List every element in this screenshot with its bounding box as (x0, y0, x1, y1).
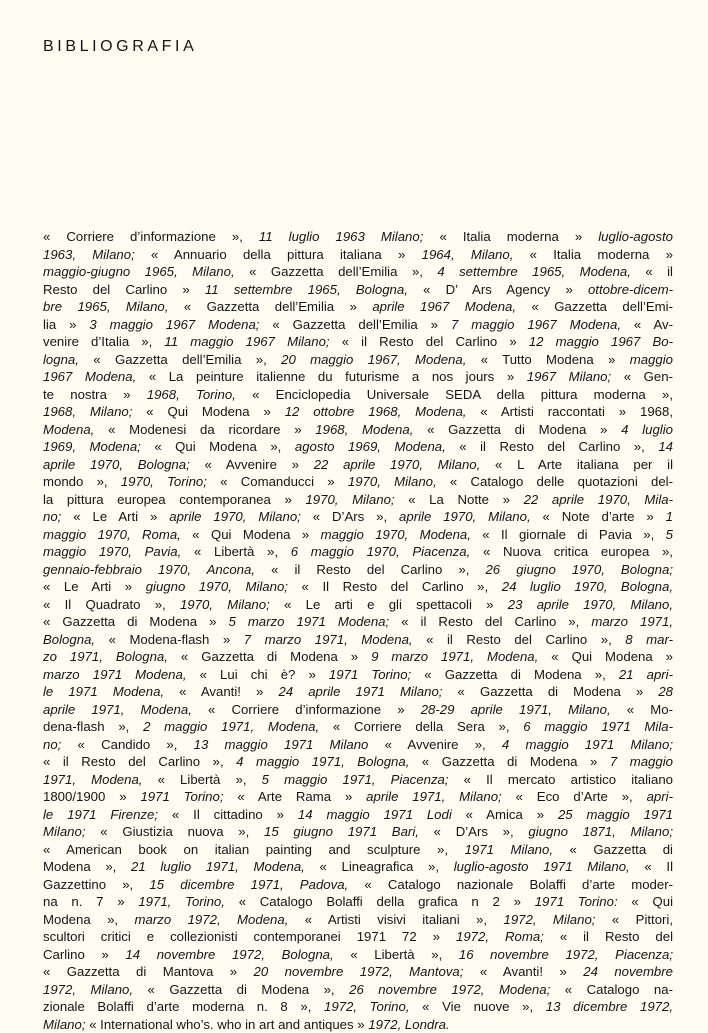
citation-title: « il Resto del (560, 929, 673, 944)
citation-title: « Avanti! » (480, 964, 583, 979)
citation-title: « Il mercato artistico italiano (464, 772, 673, 787)
citation-date-place: 5 maggio 1971, Piacenza; (262, 772, 464, 787)
citation-title: « Corriere d’informazione », (43, 229, 259, 244)
citation-title: « Comanducci » (220, 474, 348, 489)
citation-title: « Il giornale di Pavia », (482, 527, 665, 542)
citation-title: « Libertà », (194, 544, 291, 559)
bibliography-line (43, 473, 673, 491)
bibliography-line (43, 683, 673, 701)
citation-title: « Catalogo Bolaffi della grafica n 2 » (239, 894, 535, 909)
citation-title: « Artisti visivi italiani », (305, 912, 504, 927)
citation-title: « Libertà », (158, 772, 262, 787)
citation-date-place: 8 mar- (625, 632, 673, 647)
citation-date-place: 6 maggio 1971 Mila- (523, 719, 673, 734)
bibliography-line (43, 263, 673, 281)
citation-date-place: 1970, Milano; (180, 597, 284, 612)
citation-date-place: 12 maggio 1967 Bo- (529, 334, 673, 349)
citation-title: « Gazzetta di Modena » (422, 754, 610, 769)
citation-date-place: 14 maggio 1971 Lodi (298, 807, 466, 822)
bibliography-line (43, 788, 673, 806)
citation-title: « Gazzetta di Modena », (148, 982, 350, 997)
citation-date-place: 1971 Torino: (535, 894, 632, 909)
citation-title: « Giustizia nuova », (100, 824, 264, 839)
citation-date-place: 28-29 aprile 1971, Milano, (421, 702, 627, 717)
bibliography-line (43, 718, 673, 736)
citation-title: « Gazzetta di Modena » (43, 614, 228, 629)
citation-date-place: aprile 1970, Bologna; (43, 457, 205, 472)
citation-date-place: 20 maggio 1967, Modena, (281, 352, 481, 367)
bibliography-line (43, 421, 673, 439)
citation-title: « Catalogo delle quotazioni del- (450, 474, 673, 489)
citation-title: « Candido », (78, 737, 194, 752)
citation-title: « Avvenire » (205, 457, 314, 472)
citation-date-place: 1972, Londra. (368, 1017, 449, 1032)
bibliography-line (43, 543, 673, 561)
citation-date-place: 4 luglio (621, 422, 673, 437)
bibliography-line (43, 981, 673, 999)
citation-date-place: luglio-agosto 1971 Milano, (454, 859, 645, 874)
citation-date-place: giugno 1970, Milano; (146, 579, 302, 594)
citation-title: « Libertà », (350, 947, 459, 962)
citation-title: « Le arti e gli spettacoli » (284, 597, 508, 612)
citation-title: « Gazzetta dell’Emilia », (93, 352, 281, 367)
citation-date-place: 5 marzo 1971 Modena; (228, 614, 401, 629)
citation-title: « D’Ars », (313, 509, 399, 524)
citation-date-place: 14 novembre 1972, Bologna, (125, 947, 350, 962)
bibliography-line (43, 508, 673, 526)
citation-date-place: 21 apri- (619, 667, 673, 682)
citation-date-place: 12 ottobre 1968, Modena, (285, 404, 481, 419)
citation-date-place: 1970, Milano, (348, 474, 450, 489)
citation-date-place: maggio 1970, Pavia, (43, 544, 194, 559)
citation-date-place: 22 aprile 1970, Mila- (524, 492, 673, 507)
citation-title: « D’ Ars Agency » (423, 282, 588, 297)
citation-date-place: 22 aprile 1970, Milano, (314, 457, 495, 472)
citation-title: « Gazzetta di Mantova » (43, 964, 254, 979)
citation-title: zionale Bolaffi d’arte moderna n. 8 », (43, 999, 324, 1014)
bibliography-line (43, 368, 673, 386)
citation-date-place: 1969, Modena; (43, 439, 154, 454)
bibliography-line (43, 841, 673, 859)
citation-title: « Gazzetta dell’Emi- (531, 299, 673, 314)
citation-title: « Arte Rama » (237, 789, 366, 804)
citation-title: « La peinture italienne du futurisme a nos jours » (149, 369, 527, 384)
citation-date-place: 20 novembre 1972, Mantova; (254, 964, 480, 979)
citation-date-place: 1968, Torino, (147, 387, 252, 402)
bibliography-line (43, 351, 673, 369)
citation-title: « Corriere della Sera », (333, 719, 523, 734)
citation-title: dena-flash », (43, 719, 143, 734)
citation-title: « Gazzetta di Modena » (427, 422, 621, 437)
citation-title: « Italia moderna » (439, 229, 598, 244)
citation-date-place: 1970, Torino; (121, 474, 220, 489)
citation-date-place: 11 maggio 1967 Milano; (164, 334, 341, 349)
bibliography-line (43, 298, 673, 316)
citation-date-place: marzo 1971 Modena, (43, 667, 200, 682)
citation-title: « Nuova critica europea », (483, 544, 673, 559)
citation-date-place: 1967 Milano; (527, 369, 624, 384)
citation-title: « Avvenire », (385, 737, 502, 752)
bibliography-line (43, 228, 673, 246)
citation-date-place: luglio-agosto (598, 229, 673, 244)
bibliography-line (43, 578, 673, 596)
citation-date-place: Milano; (43, 824, 100, 839)
citation-date-place: 11 settembre 1965, Bologna, (205, 282, 423, 297)
citation-title: « il Resto del Carlino », (43, 754, 236, 769)
citation-date-place: le 1971 Firenze; (43, 807, 172, 822)
citation-date-place: 1970, Milano; (305, 492, 408, 507)
citation-title: « il Resto del Carlino » (342, 334, 529, 349)
citation-date-place: 1972, Milano, (43, 982, 148, 997)
citation-date-place: 1964, Milano, (422, 247, 530, 262)
bibliography-line (43, 648, 673, 666)
citation-date-place: 13 maggio 1971 Milano (194, 737, 385, 752)
citation-date-place: 14 (658, 439, 673, 454)
citation-date-place: 1 (666, 509, 673, 524)
bibliography-line (43, 631, 673, 649)
citation-date-place: 11 luglio 1963 Milano; (259, 229, 440, 244)
citation-date-place: 5 (666, 527, 673, 542)
citation-title: « Av- (634, 317, 673, 332)
citation-title: « Annuario della pittura italiana » (151, 247, 422, 262)
page-title: BIBLIOGRAFIA (43, 38, 197, 56)
citation-title: « Lineagrafica », (320, 859, 454, 874)
bibliography-line (43, 823, 673, 841)
citation-date-place: 4 maggio 1971 Milano; (502, 737, 673, 752)
citation-title: « Le Arti » (73, 509, 169, 524)
citation-title: « American book on italian painting and sculpture », (43, 842, 465, 857)
citation-date-place: 15 dicembre 1971, Padova, (149, 877, 364, 892)
citation-date-place: 4 settembre 1965, Modena, (437, 264, 645, 279)
bibliography-line (43, 666, 673, 684)
citation-title: « Italia moderna » (530, 247, 673, 262)
citation-date-place: 13 dicembre 1972, (546, 999, 673, 1014)
bibliography-line (43, 456, 673, 474)
citation-title: « Il Quadrato », (43, 597, 180, 612)
citation-title: « Gazzetta di Modena » (181, 649, 371, 664)
citation-title: « Qui Modena », (154, 439, 295, 454)
citation-date-place: 1968, Modena, (315, 422, 427, 437)
citation-date-place: maggio 1970, Modena, (321, 527, 483, 542)
citation-title: « il Resto del Carlino », (459, 439, 658, 454)
citation-date-place: 1971 Milano, (465, 842, 570, 857)
citation-date-place: marzo 1971, (591, 614, 673, 629)
citation-title: « Catalogo nazionale Bolaffi d’arte moder- (364, 877, 673, 892)
citation-title: mondo », (43, 474, 121, 489)
citation-title: « Tutto Modena » (481, 352, 630, 367)
citation-date-place: 1972, Torino, (324, 999, 422, 1014)
bibliography-line (43, 701, 673, 719)
citation-date-place: 1972, Roma; (456, 929, 560, 944)
citation-title: « International who’s. who in art and antiques » (89, 1017, 368, 1032)
citation-date-place: 4 maggio 1971, Bologna, (236, 754, 422, 769)
citation-date-place: 23 aprile 1970, Milano, (508, 597, 673, 612)
citation-date-place: 24 novembre (583, 964, 673, 979)
citation-date-place: maggio 1970, Roma, (43, 527, 192, 542)
citation-date-place: 1971 Torino; (329, 667, 424, 682)
citation-date-place: 26 novembre 1972, Modena; (349, 982, 565, 997)
citation-title: Modena », (43, 859, 131, 874)
bibliography-line (43, 246, 673, 264)
citation-date-place: aprile 1970, Milano; (169, 509, 312, 524)
citation-title: « Modenesi da ricordare » (108, 422, 315, 437)
citation-date-place: 1971 Torino; (140, 789, 237, 804)
citation-title: Resto del Carlino » (43, 282, 205, 297)
citation-title: « Gazzetta dell’Emilia » (272, 317, 451, 332)
citation-title: « L Arte italiana per il (495, 457, 673, 472)
citation-title: « La Notte » (408, 492, 523, 507)
citation-title: « Gazzetta dell’Emilia », (249, 264, 437, 279)
bibliography-line (43, 771, 673, 789)
bibliography-line (43, 613, 673, 631)
citation-date-place: 7 maggio (610, 754, 673, 769)
citation-date-place: 24 luglio 1970, Bologna, (502, 579, 673, 594)
citation-title: Gazzettino », (43, 877, 149, 892)
citation-date-place: 16 novembre 1972, Piacenza; (459, 947, 673, 962)
citation-date-place: 15 giugno 1971 Bari, (264, 824, 434, 839)
citation-date-place: bre 1965, Milano, (43, 299, 184, 314)
citation-title: « Il cittadino » (172, 807, 298, 822)
bibliography-line (43, 998, 673, 1016)
citation-title: venire d’Italia », (43, 334, 164, 349)
citation-title: « Mo- (627, 702, 673, 717)
citation-date-place: maggio (630, 352, 673, 367)
bibliography-line (43, 911, 673, 929)
citation-date-place: maggio-giugno 1965, Milano, (43, 264, 249, 279)
citation-title: « Note d’arte » (543, 509, 666, 524)
bibliography-line (43, 858, 673, 876)
bibliography-line (43, 526, 673, 544)
citation-date-place: 1968, Milano; (43, 404, 146, 419)
citation-title: « Eco d’Arte », (516, 789, 647, 804)
citation-title: « il Resto del Carlino », (271, 562, 485, 577)
citation-title: « Corriere d’informazione » (208, 702, 421, 717)
citation-date-place: 9 marzo 1971, Modena, (371, 649, 551, 664)
citation-title: « Il (644, 859, 673, 874)
citation-date-place: agosto 1969, Modena, (295, 439, 459, 454)
citation-date-place: ottobre-dicem- (588, 282, 673, 297)
citation-date-place: aprile 1967 Modena, (372, 299, 531, 314)
citation-title: « Enciclopedia Universale SEDA della pittura moderna », (252, 387, 673, 402)
citation-title: « Gazzetta di Modena » (458, 684, 659, 699)
citation-title: « Modena-flash » (109, 632, 244, 647)
citation-title: « Lui chi è? » (200, 667, 329, 682)
citation-title: Modena », (43, 912, 135, 927)
bibliography-line (43, 403, 673, 421)
citation-title: « Catalogo na- (565, 982, 673, 997)
citation-date-place: Modena, (43, 422, 108, 437)
bibliography-line (43, 316, 673, 334)
bibliography-line (43, 876, 673, 894)
citation-date-place: zo 1971, Bologna, (43, 649, 181, 664)
citation-title: lia » (43, 317, 89, 332)
citation-date-place: marzo 1972, Modena, (135, 912, 305, 927)
citation-title: « Gen- (624, 369, 673, 384)
citation-date-place: no; (43, 737, 78, 752)
citation-date-place: logna, (43, 352, 93, 367)
citation-date-place: 1967 Modena, (43, 369, 149, 384)
citation-title: na n. 7 » (43, 894, 138, 909)
citation-date-place: 1971, Modena, (43, 772, 158, 787)
citation-title: « Gazzetta di (570, 842, 673, 857)
citation-title: Carlino » (43, 947, 125, 962)
citation-title: « il Resto del Carlino », (401, 614, 591, 629)
citation-date-place: 7 marzo 1971, Modena, (244, 632, 426, 647)
citation-date-place: aprile 1971, Modena, (43, 702, 208, 717)
citation-title: « Avanti! » (179, 684, 278, 699)
citation-title: « Gazzetta dell’Emilia » (184, 299, 372, 314)
citation-title: 1800/1900 » (43, 789, 140, 804)
citation-title: « Amica » (466, 807, 558, 822)
citation-date-place: gennaio-febbraio 1970, Ancona, (43, 562, 271, 577)
citation-title: « Qui Modena » (551, 649, 673, 664)
citation-date-place: 7 maggio 1967 Modena, (451, 317, 634, 332)
bibliography-line (43, 281, 673, 299)
citation-title: « Vie nuove », (422, 999, 546, 1014)
citation-date-place: 21 luglio 1971, Modena, (131, 859, 320, 874)
bibliography-line (43, 491, 673, 509)
citation-title: « il Resto del Carlino », (426, 632, 625, 647)
citation-date-place: apri- (647, 789, 673, 804)
citation-date-place: aprile 1971, Milano; (366, 789, 515, 804)
citation-title: « Qui (631, 894, 673, 909)
citation-title: « Le Arti » (43, 579, 146, 594)
bibliography-line (43, 333, 673, 351)
citation-date-place: 25 maggio 1971 (558, 807, 673, 822)
bibliography-line (43, 753, 673, 771)
citation-date-place: 1972, Milano; (504, 912, 612, 927)
bibliography-line (43, 946, 673, 964)
citation-title: « D’Ars », (434, 824, 529, 839)
citation-date-place: le 1971 Modena, (43, 684, 179, 699)
citation-date-place: 6 maggio 1970, Piacenza, (291, 544, 483, 559)
citation-date-place: 1963, Milano; (43, 247, 151, 262)
citation-date-place: 24 aprile 1971 Milano; (278, 684, 457, 699)
citation-date-place: 28 (658, 684, 673, 699)
citation-title: « Artisti raccontati » 1968, (480, 404, 673, 419)
citation-date-place: aprile 1970, Milano, (399, 509, 542, 524)
bibliography-line (43, 438, 673, 456)
bibliography-line (43, 596, 673, 614)
bibliography-line (43, 1016, 673, 1033)
citation-title: la pittura europea contemporanea » (43, 492, 305, 507)
citation-title: « Qui Modena » (146, 404, 284, 419)
bibliography-line (43, 736, 673, 754)
citation-title: « Qui Modena » (192, 527, 320, 542)
bibliography-line (43, 963, 673, 981)
citation-title: « il (645, 264, 673, 279)
citation-date-place: giugno 1871, Milano; (528, 824, 673, 839)
citation-date-place: 2 maggio 1971, Modena, (143, 719, 333, 734)
bibliography-text (43, 228, 673, 1033)
bibliography-line (43, 386, 673, 404)
citation-date-place: Milano; (43, 1017, 89, 1032)
citation-title: te nostra » (43, 387, 147, 402)
citation-date-place: 26 giugno 1970, Bologna; (485, 562, 673, 577)
bibliography-line (43, 561, 673, 579)
bibliography-line (43, 806, 673, 824)
citation-date-place: 3 maggio 1967 Modena; (89, 317, 272, 332)
citation-date-place: 1971, Torino, (138, 894, 238, 909)
citation-title: « Il Resto del Carlino », (302, 579, 502, 594)
citation-date-place: no; (43, 509, 73, 524)
bibliography-line (43, 893, 673, 911)
bibliography-line (43, 928, 673, 946)
citation-title: « Pittori, (612, 912, 673, 927)
citation-title: scultori critici e collezionisti contemporanei 1971 72 » (43, 929, 456, 944)
citation-title: « Gazzetta di Modena », (424, 667, 619, 682)
citation-date-place: Bologna, (43, 632, 109, 647)
